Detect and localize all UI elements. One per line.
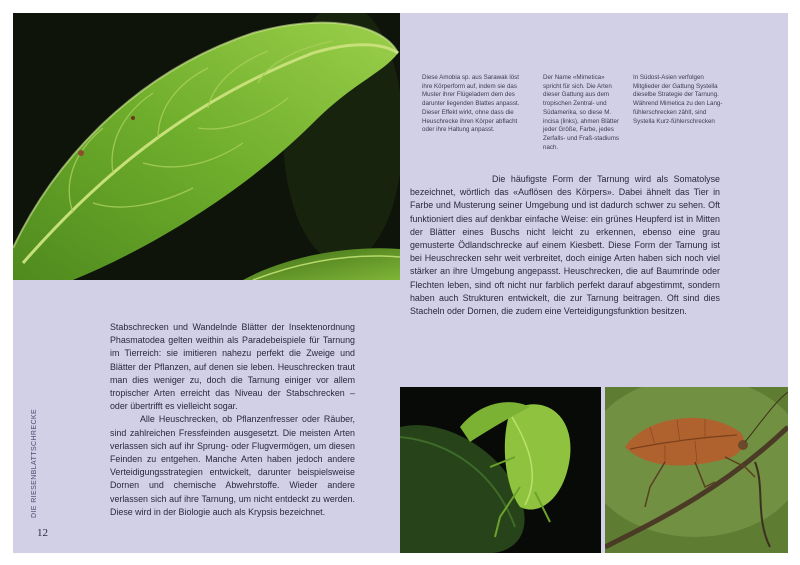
body-text-left [110,321,355,519]
paragraph: Alle Heuschrecken, ob Pflanzenfresser oder Räuber, sind zahlreichen Fressfeinden ausgesetzt. Die meisten Arten verlassen sich auf ihr Sprung- oder Flugvermögen, um diesen Feinden zu entgehen. Manche Arten haben jedoch andere Verteidigungsstrategien entwickelt, darunter beispielsweise Dornen und chemische Abwehrstoffe. Wieder andere verlassen sich auf ihre Tarnung, um nicht entdeckt zu werden. Diese wird in der Biologie auch als Krypsis bezeichnet. [110,414,355,517]
mimetica-photo [400,387,601,553]
caption-systella: In Südost-Asien verfolgen Mitglieder der Gattung Systella dieselbe Strategie der Tarnung. Während Mimetica zu den Lang-fühlerschrecken zählt, sind Systella Kurz-fühlerschrecken [633,74,723,125]
caption-mimetica: Der Name «Mimetica» spricht für sich. Die Arten dieser Gattung aus dem tropischen Zentral- und Südamerika, so diese M. incisa (links), ahmen Blätter jeder Größe, Farbe, jedes Zerfalls- und Fraß-stadiums nach. [543,74,619,151]
book-page [13,13,788,553]
caption-amobia: Diese Amobia sp. aus Sarawak löst ihre Körperform auf, indem sie das Muster ihrer Flügeladern dem des darunter liegenden Blattes anpasst. Dieser Effekt wirkt, ohne dass die Heuschrecke ihren Körper abflacht oder ihre Haltung anpasst. [422,74,520,134]
systella-photo [605,387,788,553]
leaf-katydid-photo [13,13,400,280]
paragraph: Die häufigste Form der Tarnung wird als Somatolyse bezeichnet, wörtlich das «Auflösen des Körpers». Dabei ähnelt das Tier in Farbe und Musterung seiner Umgebung und ist dadurch schwer zu sehen. Oft funktioniert dies auf denkbar einfache Weise: ein grünes Heupferd ist in Mitten der Blätter eines Buschs nicht leicht zu erkennen, ebenso eine grau gemusterte Ödlandschrecke auf einem Kiesbett. Diese Form der Tarnung ist bei Heuschrecken sehr weit verbreitet, doch einige Arten haben sich noch viel stärker an ihre Umgebung angepasst. Heuschrecken, die auf Baumrinde oder Flechten leben, sind oft nicht nur farblich perfekt darauf abgestimmt, sondern haben auch Strukturen entwickelt, die zur Tarnung beitragen. Oft sind dies Stacheln oder Dornen, die zudem eine Verteidigungsfunktion besitzen. [410,174,720,317]
body-text-right [410,173,720,318]
running-head: DIE RIESENBLATTSCHRECKE [31,408,38,518]
paragraph: Stabschrecken und Wandelnde Blätter der Insektenordnung Phasmatodea gelten weithin als Paradebeispiele für Tarnung im Tierreich: sie imitieren nahezu perfekt die Zweige und Blätter der Pflanzen, auf denen sie leben. Heuschrecken traut man dies weniger zu, doch die Tarnung einiger vor allem tropischer Arten erreicht das Niveau der Stabschrecken – oder übertrifft es vielleicht sogar. [110,322,355,412]
page-number: 12 [37,527,48,539]
